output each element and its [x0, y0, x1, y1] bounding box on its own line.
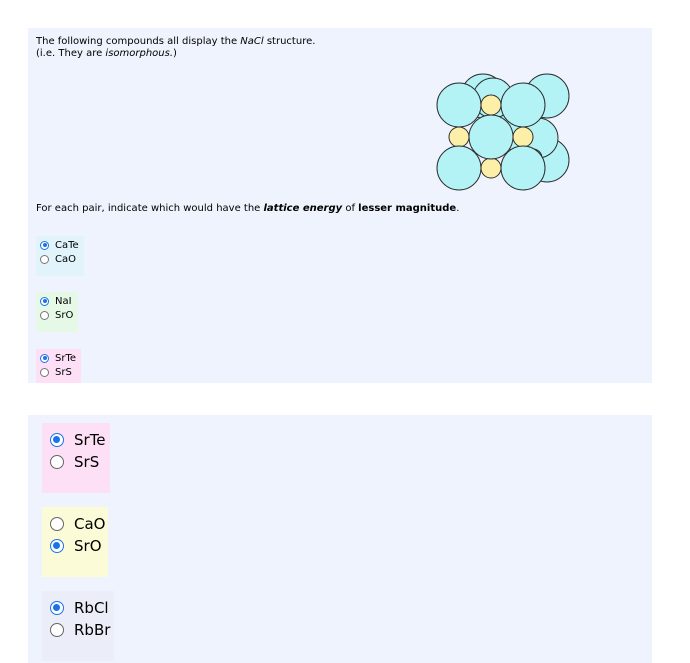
option-label: SrS	[55, 366, 72, 378]
question-em-lesser: lesser magnitude	[358, 203, 457, 214]
pair-group	[42, 591, 114, 661]
intro-line1-post: structure.	[263, 36, 316, 47]
intro-line1-pre: The following compounds all display the	[36, 36, 241, 47]
radio-button[interactable]	[50, 539, 64, 553]
anion-sphere	[437, 83, 481, 127]
pair-group	[42, 423, 110, 493]
question-panel-zoomed	[28, 415, 652, 663]
anion-sphere	[437, 146, 481, 190]
anion-sphere	[501, 146, 545, 190]
radio-option[interactable]	[50, 451, 102, 473]
radio-option[interactable]	[40, 365, 77, 379]
intro-line2-pre: (i.e. They are	[36, 48, 106, 59]
radio-option[interactable]	[50, 619, 111, 641]
option-label: CaO	[55, 253, 76, 265]
intro-line2-post: )	[173, 48, 177, 59]
pair-group	[36, 349, 81, 383]
anion-sphere	[469, 115, 513, 159]
intro-text	[36, 36, 315, 60]
radio-button[interactable]	[50, 601, 64, 615]
radio-button[interactable]	[50, 433, 64, 447]
option-label: SrTe	[74, 431, 106, 449]
radio-option[interactable]	[50, 535, 100, 557]
option-label: SrO	[55, 309, 74, 321]
intro-line-1	[36, 36, 315, 48]
radio-button[interactable]	[40, 368, 49, 377]
option-label: SrTe	[55, 352, 77, 364]
option-label: RbCl	[74, 599, 109, 617]
option-label: SrO	[74, 537, 102, 555]
radio-option[interactable]	[50, 513, 106, 535]
radio-button[interactable]	[50, 517, 64, 531]
pair-group	[36, 236, 84, 276]
question-post: .	[456, 203, 460, 214]
question-text	[36, 203, 459, 214]
option-label: CaTe	[55, 239, 79, 251]
pair-group	[36, 292, 78, 332]
nacl-crystal-image	[433, 68, 573, 196]
cation-sphere	[481, 158, 501, 178]
radio-button[interactable]	[40, 241, 49, 250]
radio-option[interactable]	[40, 351, 77, 365]
question-em-lattice: lattice energy	[263, 203, 343, 214]
radio-option[interactable]	[50, 429, 106, 451]
question-panel-top	[28, 28, 652, 383]
option-label: NaI	[55, 295, 72, 307]
radio-option[interactable]	[40, 252, 80, 266]
cation-sphere	[449, 127, 469, 147]
radio-option[interactable]	[40, 294, 74, 308]
radio-option[interactable]	[40, 238, 80, 252]
radio-option[interactable]	[50, 597, 109, 619]
question-pre: For each pair, indicate which would have the	[36, 203, 264, 214]
intro-line-2	[36, 48, 315, 60]
radio-button[interactable]	[40, 297, 49, 306]
radio-button[interactable]	[50, 623, 64, 637]
radio-button[interactable]	[40, 255, 49, 264]
option-label: RbBr	[74, 621, 111, 639]
intro-line1-em: NaCl	[240, 36, 264, 47]
cation-sphere	[513, 127, 533, 147]
intro-line2-em: isomorphous.	[105, 48, 174, 59]
question-mid: of	[342, 203, 359, 214]
radio-button[interactable]	[40, 311, 49, 320]
radio-option[interactable]	[40, 308, 74, 322]
cation-sphere	[481, 95, 501, 115]
anion-sphere	[501, 83, 545, 127]
option-label: SrS	[74, 453, 100, 471]
pair-group	[42, 507, 108, 577]
radio-button[interactable]	[50, 455, 64, 469]
option-label: CaO	[74, 515, 106, 533]
radio-button[interactable]	[40, 354, 49, 363]
